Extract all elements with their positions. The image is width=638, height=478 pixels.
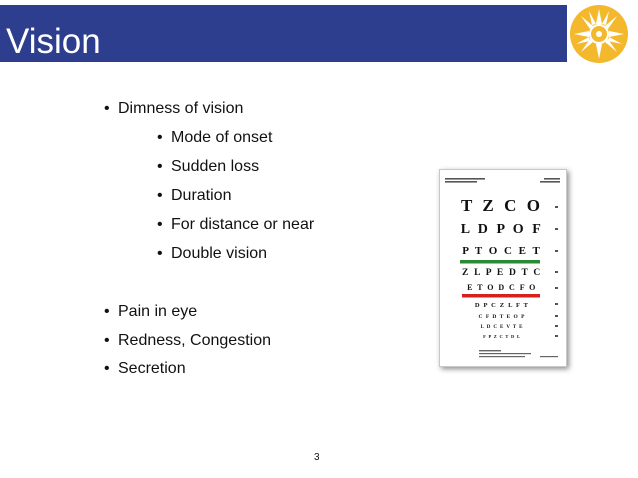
chart-footer-print [479, 350, 558, 357]
bullet-item: • Secretion [104, 360, 186, 377]
page-number: 3 [314, 452, 320, 463]
eye-chart-row: D P C Z L F T [474, 302, 530, 309]
red-line [462, 294, 540, 298]
green-line [460, 260, 540, 264]
eye-chart-row: T Z C O [460, 196, 544, 215]
bullet-item: • Sudden loss [157, 158, 260, 175]
bullet-item: • Pain in eye [104, 303, 198, 320]
chart-size-marks [555, 206, 558, 337]
bullet-item: • Redness, Congestion [104, 332, 271, 349]
eye-chart-row: P T O C E T [462, 245, 542, 257]
bullet-item: • For distance or near [157, 216, 315, 233]
bullet-item: • Duration [157, 187, 232, 204]
eye-chart-row: C F D T E O P [478, 314, 526, 320]
slide-title: Vision [6, 22, 101, 61]
chart-header-print [445, 178, 560, 183]
bullet-item: • Mode of onset [157, 129, 273, 146]
eye-chart-row: L D P O F [460, 222, 544, 237]
eye-chart-row: Z L P E D T C [462, 268, 542, 278]
bullet-item: • Double vision [157, 245, 268, 262]
bullet-item: • Dimness of vision [104, 100, 244, 117]
eye-chart-image [439, 169, 567, 367]
eye-chart-row: L D C E V T E [480, 325, 524, 330]
eye-chart-row: F P Z C T D L [483, 334, 521, 339]
eye-chart-svg [440, 170, 566, 366]
eye-chart-row: E T O D C F O [467, 283, 537, 292]
